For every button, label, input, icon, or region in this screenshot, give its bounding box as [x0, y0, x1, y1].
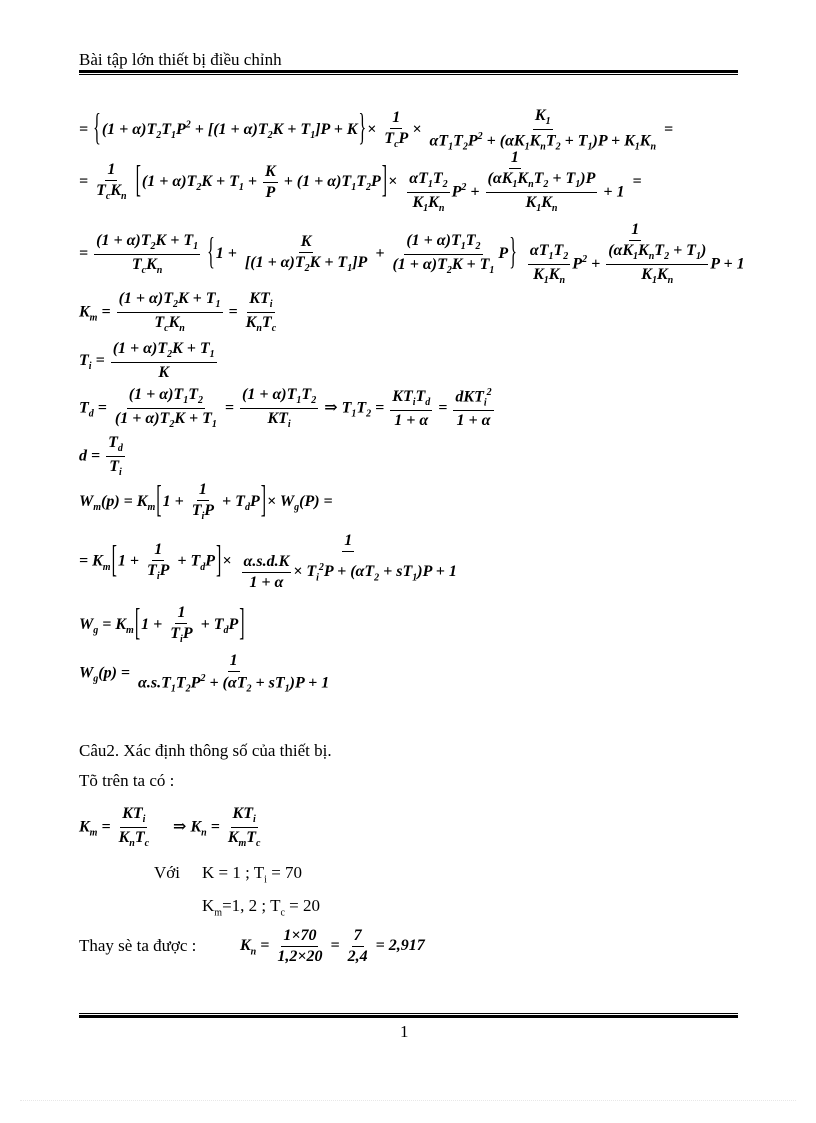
equation-result: $K_n$ = $\frac{1\times 70}{1,2\times 20}$ = $\frac{7}{2,4}$ = 2,917 [240, 927, 425, 965]
given-line-1: K = 1 ; $T_i = 70$ [202, 863, 303, 886]
equation-6: $T_d$ = $\frac{(1 + \alpha)T_1T_2}{(1 + \alpha)T_2K + T_1}$ = $(1 + \alpha)T_1T_2$ $KT_i$ ⇒ $T_1T_2$ = $KT_iT_d$ 1 + α = dKT$_i^2$ 1 + α [79, 386, 492, 431]
equation-9: = $K_m[1$ + 1 $T_iP$ + $T_dP]\times$ 1 $\frac{\alpha.s.d.K}{1 + \alpha}$ × $T_i^2P + (\alpha T_2 + sT_1)P + 1$ [79, 532, 457, 591]
header-title: Bài tập lớn thiết bị điều chỉnh [79, 50, 282, 69]
footer-rule [79, 1013, 738, 1018]
substitute-label: Thay sè ta được : [79, 936, 197, 955]
result-numerator-2: 7 [352, 928, 364, 947]
result-numerator-1: 1×70 [281, 928, 318, 947]
header-rule [79, 70, 738, 75]
equation-1: = $\{(1 + \alpha)T_2T_1P^2 + [(1 + \alpha)T_2K + T_1]P + K\}\times$ 1 $T_cP$ × $K_1$ $\alpha T_1T_2P^2 + (\alpha K_1K_nT_2 + T_1)P + K_1K_n$ = [79, 107, 674, 153]
equation-8: $W_m(p) = K_m[1$ + 1 $T_iP$ + $T_dP]\times W_g(P)$ = [79, 480, 333, 523]
with-label: Với [154, 863, 180, 882]
page-edge-dotted-line [20, 1100, 796, 1101]
result-value: = 2,917 [375, 937, 425, 955]
section-title: Câu2. Xác định thông số của thiết bị. [79, 741, 332, 760]
equation-3: = $(1 + \alpha)T_2K + T_1$ $T_cK_n$ {1 + $\frac{K}{[(1 + \alpha)T_2K + T_1]P}$ + $\frac{(1 + \alpha)T_1T_2}{(1 + \alpha)T_2K + T_1}$ P} 1 $\frac{\alpha T_1T_2}{K_1K_n}$ $P^2$ + $(\alpha K_1K_nT_2 + T_1)$ $K_1K_n$ P + 1 [79, 221, 745, 287]
equation-4: $K_m$ = $(1 + \alpha)T_2K + T_1$ $T_cK_n$ = $KT_i$ $K_nT_c$ [79, 290, 277, 335]
page-number: 1 [400, 1022, 409, 1041]
equation-10: $W_g = K_m[1$ + 1 $T_iP$ + $T_dP$] [79, 603, 245, 646]
equation-11: $W_g(p)$ = $\frac{1}{\alpha.s.T_1T_2P^2 + (\alpha T_2 + sT_1)P + 1}$ [79, 652, 330, 695]
result-denominator-2: 2,4 [347, 948, 368, 965]
equation-7: d = $\frac{T_d}{T_i}$ [79, 434, 123, 479]
result-denominator-1: 1,2×20 [277, 948, 323, 965]
equation-2: = 1 $T_cK_n$ [$(1 + \alpha)T_2K + T_1$ + $\frac{K}{P}$ + $(1 + \alpha)T_1T_2P]\times$ 1 $\frac{\alpha T_1T_2}{K_1K_n}$ $P^2$ + $(\alpha K_1K_nT_2 + T_1)P$ $K_1K_n$ + 1 = [79, 149, 642, 215]
given-line-2: $K_m=1$, 2 ; $T_c = 20$ [202, 896, 320, 919]
equation-12: $K_m$ = $KT_i$ $K_nT_c$ ⇒ $K_n$ = $KT_i$ $K_mT_c$ [79, 805, 261, 850]
from-above-text: Tõ trên ta có : [79, 771, 175, 790]
equation-5: $T_i$ = $\frac{(1 + \alpha)T_2K + T_1}{K}$ [79, 340, 215, 382]
